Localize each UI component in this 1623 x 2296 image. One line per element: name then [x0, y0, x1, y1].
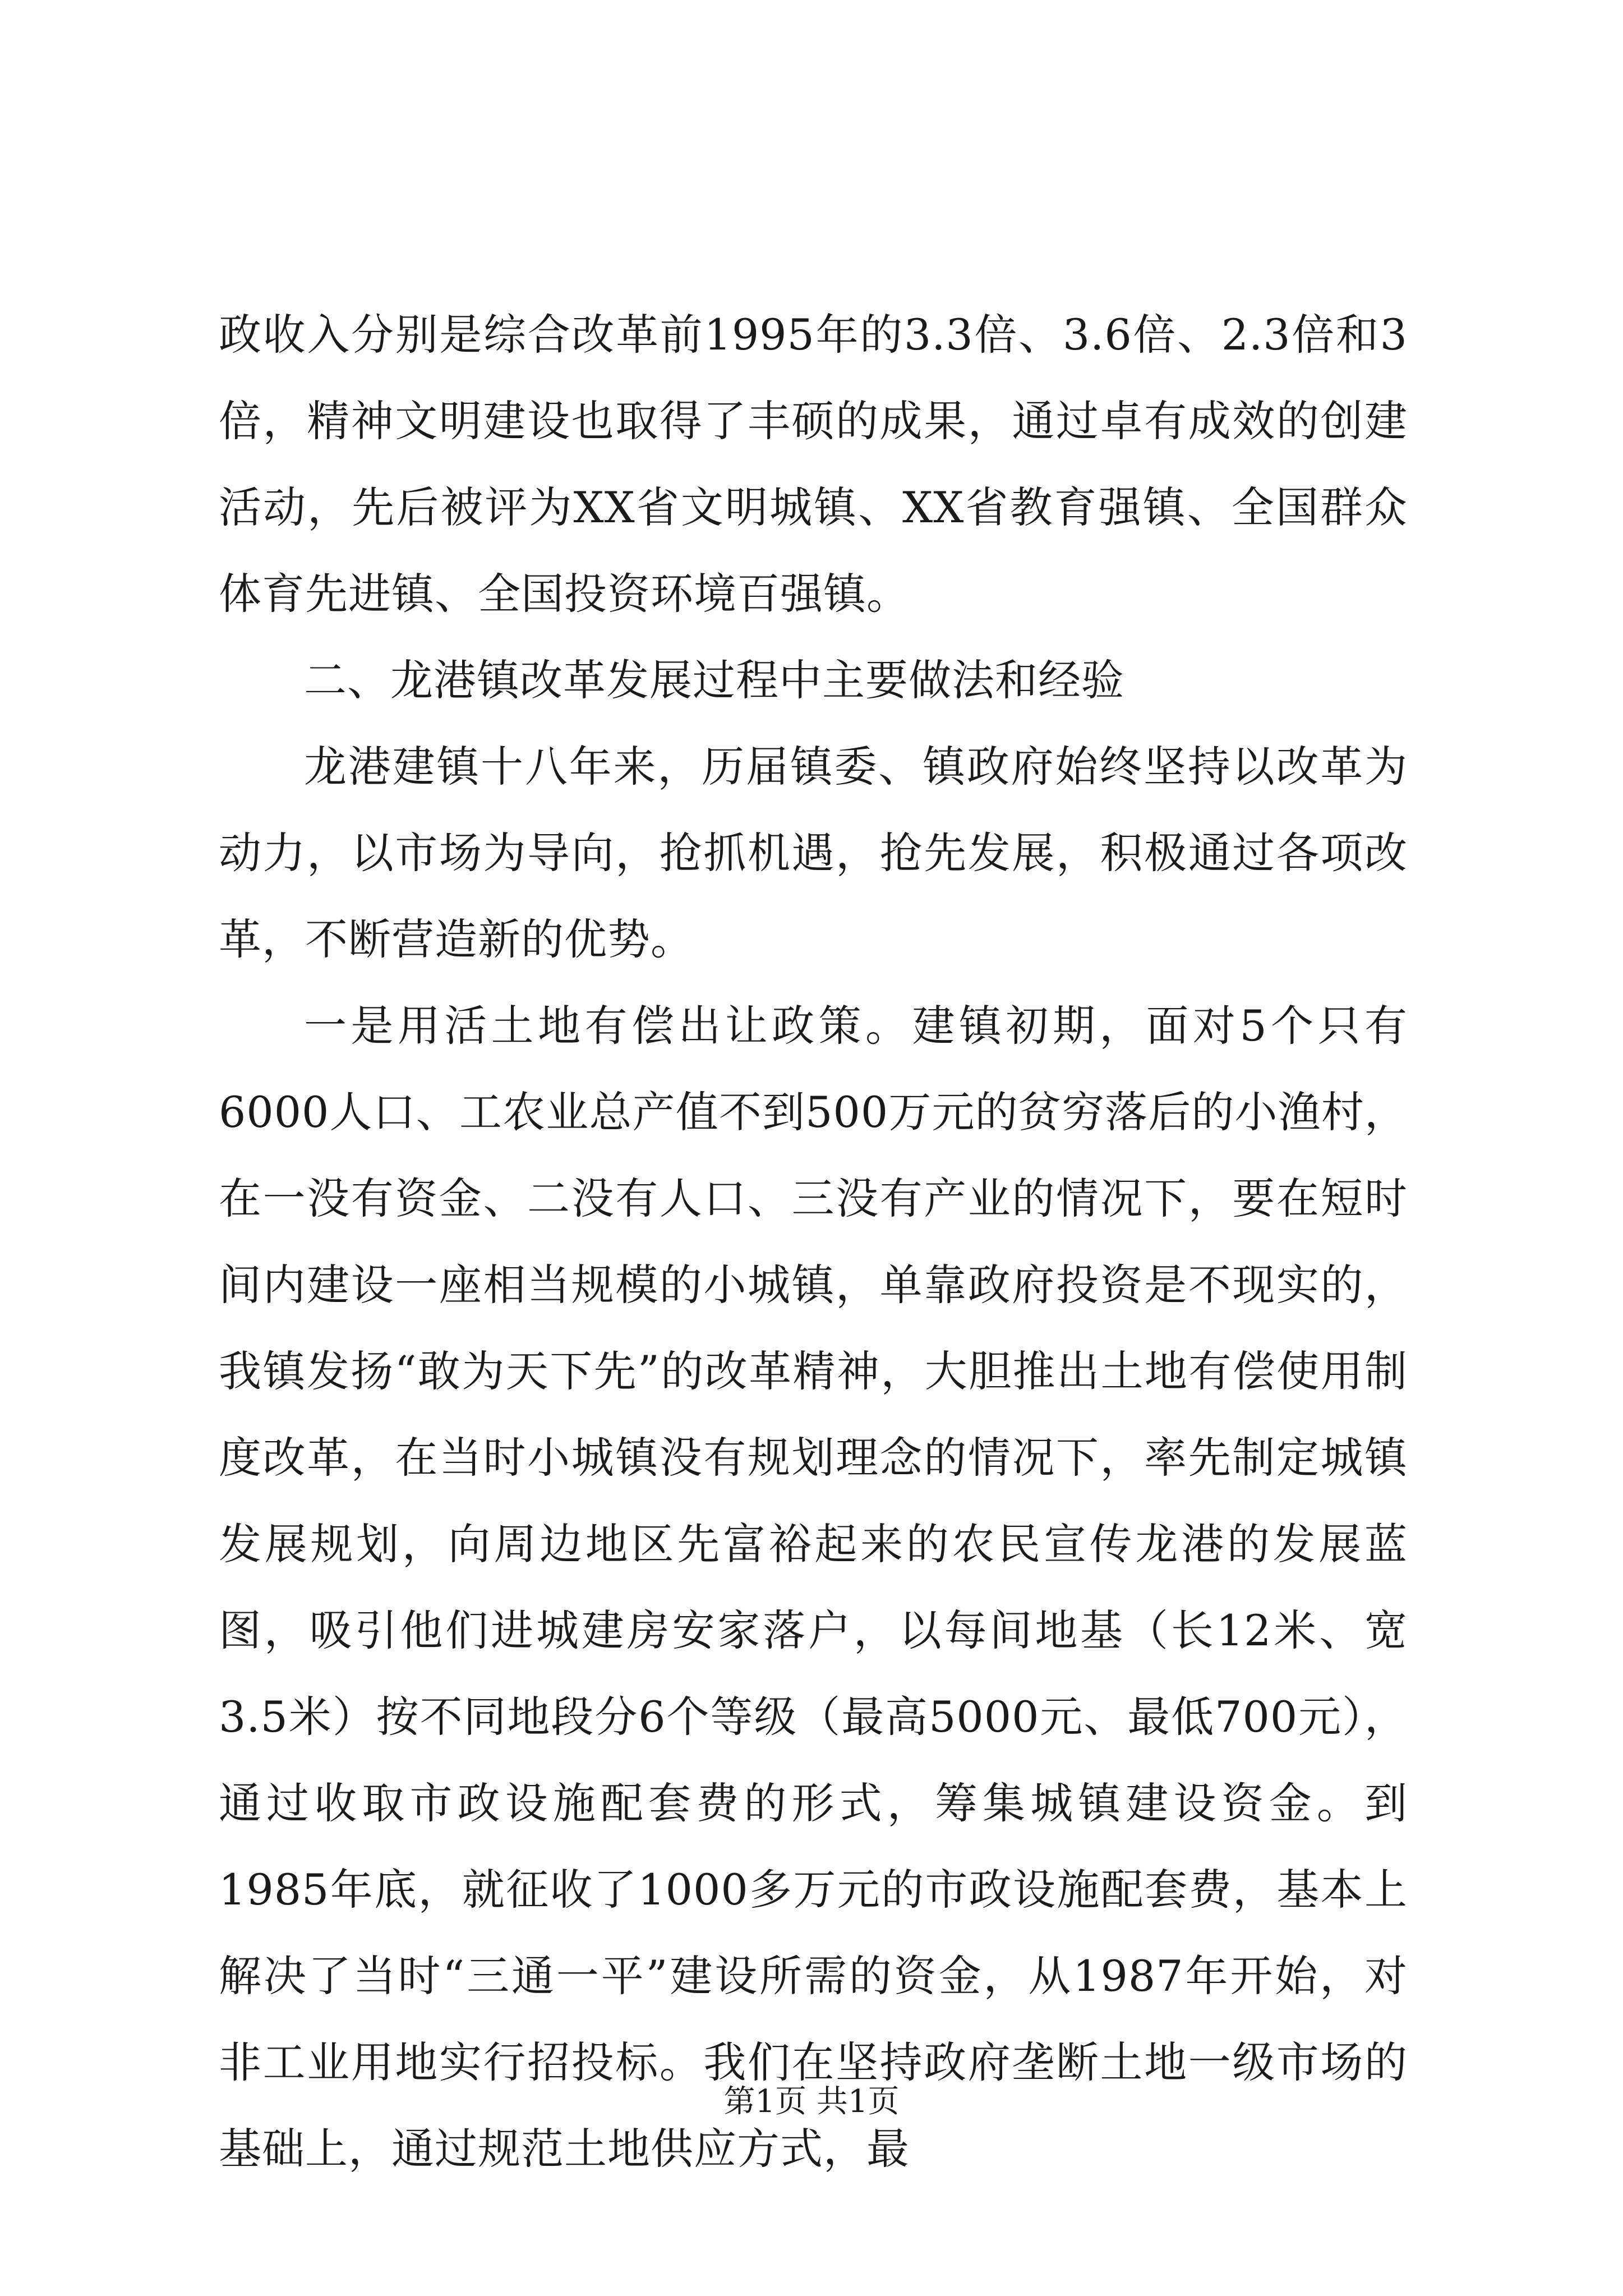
paragraph-continuation: 政收入分别是综合改革前1995年的3.3倍、3.6倍、2.3倍和3倍，精神文明建设也取得了丰硕的成果，通过卓有成效的创建活动，先后被评为XX省文明城镇、XX省教育强镇、全国群众体育先进镇、全国投资环境百强镇。	[219, 310, 1408, 619]
document-body	[219, 292, 1408, 2192]
section-heading: 二、龙港镇改革发展过程中主要做法和经验	[304, 655, 1124, 705]
paragraph-intro: 龙港建镇十八年来，历届镇委、镇政府始终坚持以改革为动力，以市场为导向，抢抓机遇，抢先发展，积极通过各项改革，不断营造新的优势。	[219, 742, 1408, 964]
page-footer: 第1页 共1页	[723, 2083, 900, 2120]
paragraph-land-policy: 一是用活土地有偿出让政策。建镇初期，面对5个只有6000人口、工农业总产值不到500万元的贫穷落后的小渔村，在一没有资金、二没有人口、三没有产业的情况下，要在短时间内建设一座相当规模的小城镇，单靠政府投资是不现实的，我镇发扬“敢为天下先”的改革精神，大胆推出土地有偿使用制度改革，在当时小城镇没有规划理念的情况下，率先制定城镇发展规划，向周边地区先富裕起来的农民宣传龙港的发展蓝图，吸引他们进城建房安家落户，以每间地基（长12米、宽3.5米）按不同地段分6个等级（最高5000元、最低700元），通过收取市政设施配套费的形式，筹集城镇建设资金。到1985年底，就征收了1000多万元的市政设施配套费，基本上解决了当时“三通一平”建设所需的资金，从1987年开始，对非工业用地实行招投标。我们在坚持政府垄断土地一级市场的基础上，通过规范土地供应方式，最	[219, 1001, 1408, 2174]
